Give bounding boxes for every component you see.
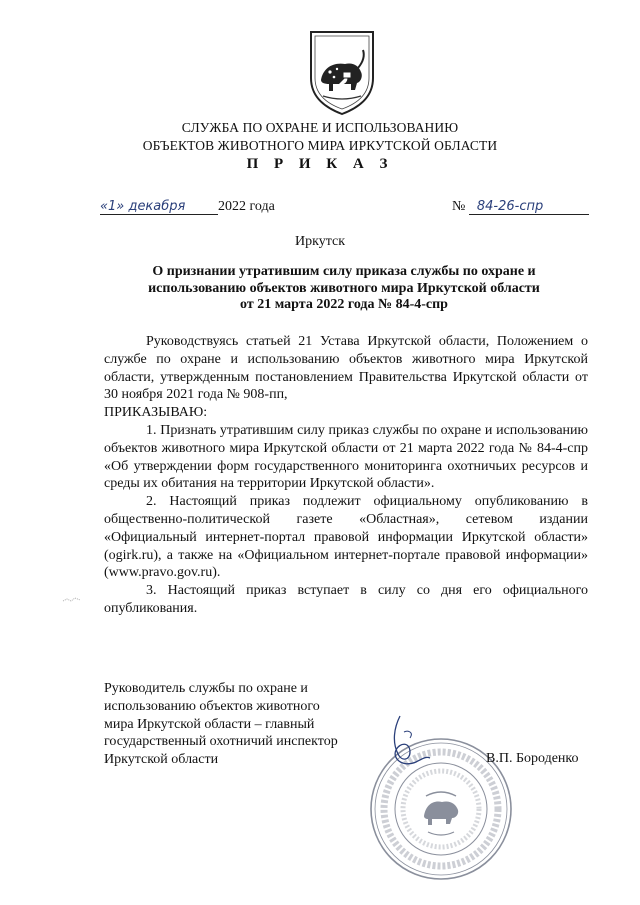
position-line4: государственный охотничий инспектор xyxy=(104,734,338,750)
number-label: № xyxy=(452,199,466,214)
preamble-paragraph: Руководствуясь статьей 21 Устава Иркутской области, Положением о службе по охране и использованию объектов животного мира Иркутской области, утвержденным постановлением Правительства Иркутской области от 30 ноября 2021 года № 908-пп, xyxy=(104,334,588,403)
heading-line1: О признании утратившим силу приказа службы по охране и xyxy=(152,264,536,279)
order-date xyxy=(100,199,275,215)
document-type-title: П Р И К А З xyxy=(246,156,394,172)
order-word: ПРИКАЗЫВАЮ: xyxy=(104,405,208,421)
position-line3: мира Иркутской области – главный xyxy=(104,716,315,732)
city: Иркутск xyxy=(294,234,346,249)
date-year: 2022 года xyxy=(218,199,275,214)
document-heading xyxy=(100,264,588,314)
organization-name-line2: ОБЪЕКТОВ ЖИВОТНОГО МИРА ИРКУТСКОЙ ОБЛАСТИ xyxy=(142,138,498,153)
order-item-2: 2. Настоящий приказ подлежит официальному опубликованию в общественно-политической газете «Областная», сетевом издании «Официальный интернет-портал правовой информации Иркутской области» (ogirk.ru), а также на «Официальном интернет-портале правовой информации» (www.pravo.gov.ru). xyxy=(104,494,588,581)
heading-line3: от 21 марта 2022 года № 84-4-спр xyxy=(240,297,448,313)
coat-of-arms-emblem xyxy=(303,28,381,116)
order-item-1: 1. Признать утратившим силу приказ службы по охране и использованию объектов животного мира Иркутской области от 21 марта 2022 года № 84-4-спр «Об утверждении форм государственного мониторинга охотничьих ресурсов и среды их обитания на территории Иркутской области». xyxy=(104,422,588,492)
scan-artifact xyxy=(62,596,82,604)
document-body xyxy=(104,333,588,618)
order-number xyxy=(452,199,589,215)
order-item-3: 3. Настоящий приказ вступает в силу со дня его официального опубликования. xyxy=(104,583,588,616)
position-line2: использованию объектов животного xyxy=(104,698,320,714)
position-line1: Руководитель службы по охране и xyxy=(104,681,308,696)
organization-name-line1: СЛУЖБА ПО ОХРАНЕ И ИСПОЛЬЗОВАНИЮ xyxy=(181,120,459,135)
handwritten-signature xyxy=(380,712,440,772)
number-handwritten: 84-26-спр xyxy=(469,199,589,215)
date-handwritten: «1» декабря xyxy=(100,199,218,215)
heading-line2: использованию объектов животного мира Иркутской области xyxy=(148,280,540,296)
signer-name: В.П. Бороденко xyxy=(486,751,579,766)
position-line5: Иркутской области xyxy=(104,752,219,768)
signatory-position xyxy=(104,680,338,769)
